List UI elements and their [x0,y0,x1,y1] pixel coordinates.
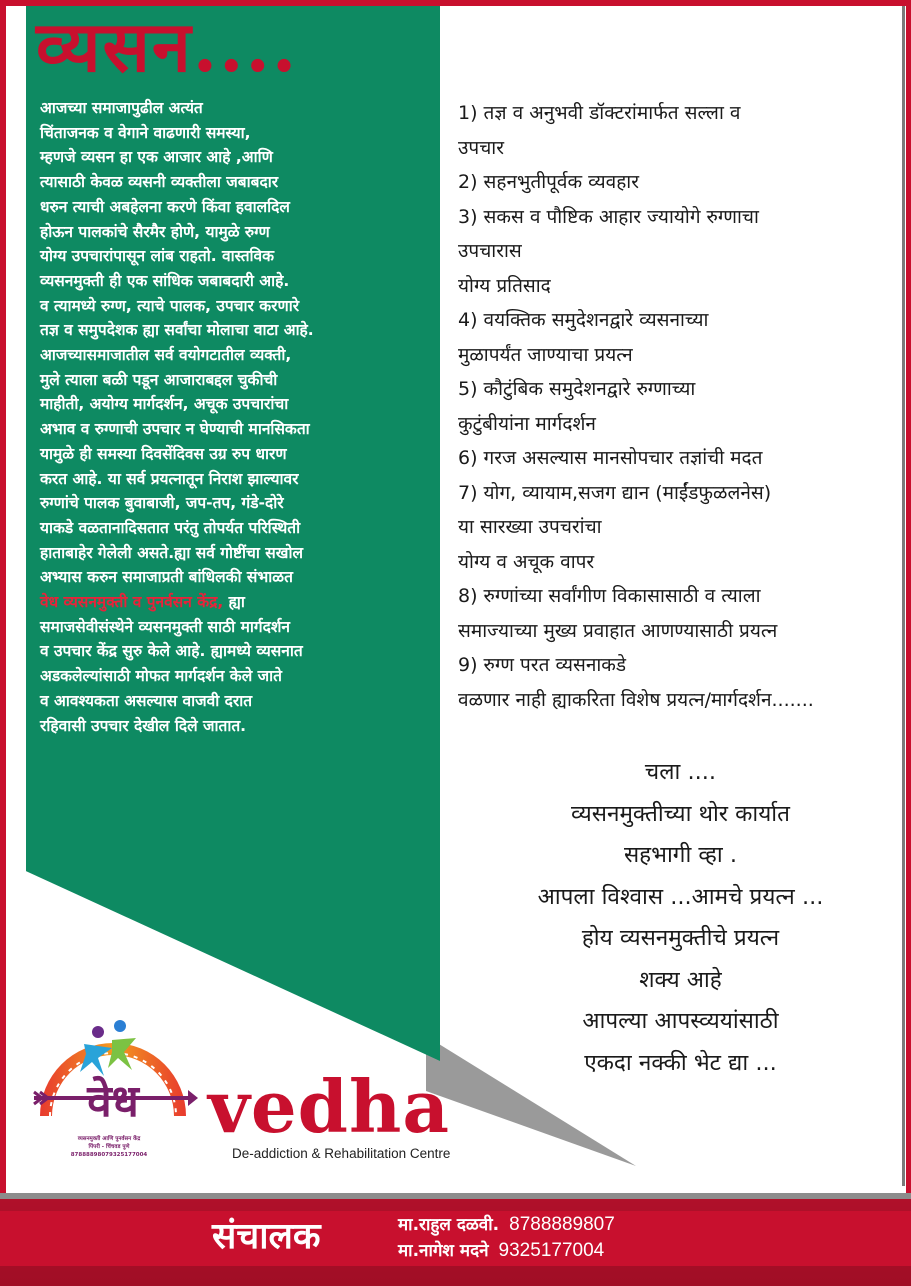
intro-lines [40,96,432,590]
service-item: योग्य व अचूक वापर [458,550,595,573]
contact-name: मा.नागेश मदने [398,1241,489,1261]
service-item: या सारख्या उपचरांचा [458,516,602,538]
brand-name: vedha [208,1064,450,1149]
intro-line: अडकलेल्यांसाठी मोफत मार्गदर्शन केले जाते [40,667,282,686]
slogan-line: होय व्यसनमुक्तीचे प्रयत्न [581,925,780,951]
service-item: 3) सकस व पौष्टिक आहार ज्यायोगे रुग्णाचा [458,205,759,228]
service-item: कुटुंबीयांना मार्गदर्शन [458,412,596,435]
logo-caption-line: 87888898079325177004 [70,1152,148,1158]
service-item: 5) कौटुंबिक समुदेशनद्वारे रुग्णाच्या [458,378,696,400]
intro-line: म्हणजे व्यसन हा एक आजार आहे ,आणि [40,148,273,167]
highlight-suffix: ह्या [223,593,245,612]
service-item: 6) गरज असल्यास मानसोपचार तज्ञांची मदत [458,447,763,469]
intro-line: अभाव व रुग्णाची उपचार न घेण्याची मानसिकता [40,420,310,439]
intro-line: तज्ञ व समुपदेशक ह्या सर्वांचा मोलाचा वाटा आहे. [40,321,314,340]
page-title: व्यसन.... [36,5,299,88]
contact-phone[interactable]: 8788889807 [509,1214,615,1235]
intro-line: योग्य उपचारांपासून लांब राहतो. वास्तविक [40,247,275,266]
intro-line: माहीती, अयोग्य मार्गदर्शन, अचूक उपचारांचा [40,395,289,414]
intro-line: हाताबाहेर गेलेली असते.ह्या सर्व गोष्टींचा सखोल [40,543,303,562]
intro-highlight-line [40,590,432,615]
contact-list [398,1212,615,1264]
intro-line: रुग्णांचे पालक बुवाबाजी, जप-तप, गंडे-दोरे [40,494,284,513]
slogan-line: एकदा नक्की भेट द्या ... [584,1049,777,1076]
service-item: 8) रुग्णांच्या सर्वांगीण विकासासाठी व त्याला [458,585,761,607]
intro-line: करत आहे. या सर्व प्रयत्नातून निराश झाल्यावर [40,469,299,488]
intro-line: आजच्या समाजापुढील अत्यंत [40,99,203,117]
contact-row [398,1238,615,1264]
director-label: संचालक [212,1216,321,1257]
contact-phone[interactable]: 9325177004 [498,1240,605,1261]
intro-line: व आवश्यकता असल्यास वाजवी दरात [40,691,253,710]
intro-line: धरुन त्याची अबहेलना करणे किंवा हवालदिल [40,197,290,216]
right-border [906,0,911,1280]
service-item: 4) वयक्तिक समुदेशनद्वारे व्यसनाच्या [458,309,709,331]
intro-line: व त्यामध्ये रुग्ण, त्याचे पालक, उपचार करणारे [40,296,300,315]
logo-caption-line: पिंपरी - चिंचवड पुणे [88,1144,130,1150]
slogan-line: आपला विश्वास ...आमचे प्रयत्न ... [537,883,824,910]
intro-line: अभ्यास करुन समाजाप्रती बांधिलकी संभाळत [40,568,293,587]
service-item: उपचारास [458,240,522,262]
intro-line: त्यासाठी केवळ व्यसनी व्यक्तीला जबाबदार [40,173,279,192]
intro-line: आजच्यासमाजातील सर्व वयोगटातील व्यक्ती, [40,346,292,365]
slogan-line: सहभागी व्हा . [623,842,738,868]
service-item: योग्य प्रतिसाद [458,274,551,297]
slogan-line: व्यसनमुक्तीच्या थोर कार्यात [571,800,790,827]
service-item: उपचार [458,136,504,159]
contact-row [398,1212,615,1238]
intro-line: रहिवासी उपचार देखील दिले जातात. [40,716,247,735]
slogan-line: चला .... [644,759,717,785]
brand-subtitle: De-addiction & Rehabilitation Centre [232,1146,451,1161]
slogan [458,752,903,1084]
slogan-line: शक्य आहे [639,966,722,993]
service-item: वळणार नाही ह्याकरिता विशेष प्रयत्न/मार्गदर्शन....... [458,688,814,711]
logo-mark-text: वेध [87,1076,139,1127]
logo-caption-line: व्यसनमुक्ती आणि पुनर्वसन केंद्र [77,1136,141,1142]
service-item: 7) योग, व्यायाम,सजग द्यान (माईंडफुळलनेस) [458,481,772,504]
intro-line: समाजसेवीसंस्थेने व्यसनमुक्ती साठी मार्गदर्शन [40,617,290,636]
intro-line: व उपचार केंद्र सुरु केले आहे. ह्यामध्ये व्यसनात [40,642,303,661]
service-item: 9) रुग्ण परत व्यसनाकडे [458,654,627,676]
intro-line: याकडे वळतानादिसतात परंतु तोपर्यत परिस्थिती [40,518,301,537]
intro-line: होऊन पालकांचे सैरमैर होणे, यामुळे रुग्ण [40,222,270,241]
service-item: मुळापर्यंत जाण्याचा प्रयत्न [458,343,633,366]
service-item: 2) सहनभुतीपूर्वक व्यवहार [458,171,639,193]
intro-line: चिंताजनक व वेगाने वाढणारी समस्या, [40,123,251,142]
left-border [0,0,6,1280]
logo-caption [34,1135,184,1159]
services-list [458,96,898,717]
intro-line: यामुळे ही समस्या दिवसेंदिवस उग्र रुप धारण [40,444,287,463]
intro-text [40,96,432,738]
slogan-line: आपल्या आपस्व्ययांसाठी [582,1008,779,1034]
service-item: समाज्याच्या मुख्य प्रवाहात आणण्यासाठी प्रयत्न [458,619,778,642]
service-item: 1) तज्ञ व अनुभवी डॉक्टरांमार्फत सल्ला व [458,102,741,124]
contact-name: मा.राहुल दळवी. [398,1215,500,1235]
intro-line: व्यसनमुक्ती ही एक सांधिक जबाबदारी आहे. [40,271,290,290]
intro-lines-after [40,615,432,739]
centre-name-highlight: वेध व्यसनमुक्ती व पुनर्वसन केंद्र, [40,593,224,612]
intro-line: मुले त्याला बळी पडून आजाराबद्दल चुकीची [40,370,278,389]
